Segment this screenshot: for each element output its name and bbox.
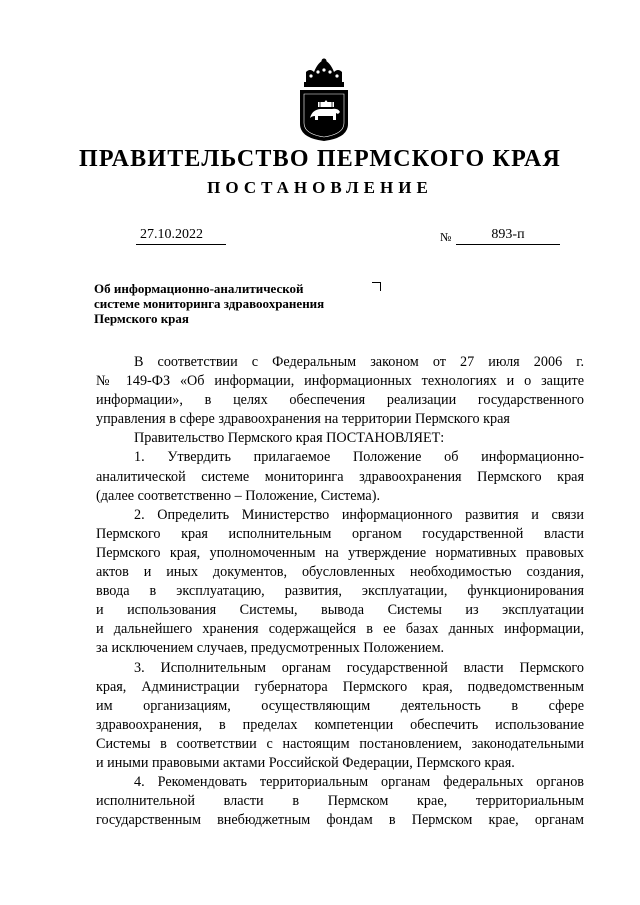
body-line: края, Администрации губернатора Пермского края, подведомственным [96, 678, 584, 695]
body-line: ввода в эксплуатацию, развития, эксплуатации, функционирования [96, 583, 584, 600]
body-line: информации», в целях обеспечения реализации государственного [96, 392, 584, 409]
body-line: им организациям, осуществляющим деятельность в сфере [96, 697, 584, 714]
body-line: Пермского края исполнительным органом государственной власти [96, 525, 584, 542]
document-body [96, 353, 584, 830]
subject-line: Об информационно-аналитической [94, 281, 304, 296]
body-line: государственным внебюджетным фондам в Пермском крае, органам [96, 812, 584, 829]
body-line: 1. Утвердить прилагаемое Положение об информационно- [134, 449, 584, 466]
body-line: В соответствии с Федеральным законом от 27 июля 2006 г. [134, 354, 584, 370]
body-line: и использования Системы, вывода Системы из эксплуатации [96, 602, 584, 619]
document-subject [94, 281, 384, 326]
document-number: 893-п [456, 226, 560, 245]
body-line: аналитической системе мониторинга здравоохранения Пермского края [96, 468, 584, 485]
subject-line: Пермского края [94, 311, 189, 326]
number-sign: № [440, 230, 452, 244]
subject-line: системе мониторинга здравоохранения [94, 296, 325, 311]
perm-krai-coat-of-arms-icon [296, 58, 352, 142]
government-title: ПРАВИТЕЛЬСТВО ПЕРМСКОГО КРАЯ [78, 146, 562, 172]
body-line: 3. Исполнительным органам государственной власти Пермского [134, 659, 584, 676]
body-line: Правительство Пермского края ПОСТАНОВЛЯЕТ: [134, 430, 445, 447]
body-line: и дальнейшего хранения содержащейся в ее базах данных информации, [96, 621, 584, 638]
body-line: за исключением случаев, предусмотренных Положением. [96, 640, 445, 657]
body-line: актов и иных документов, обусловленных необходимостью создания, [96, 564, 584, 581]
body-line: Пермского края, уполномоченным на утверждение нормативных правовых [96, 544, 584, 561]
body-line: управления в сфере здравоохранения на территории Пермского края [96, 411, 510, 428]
document-date: 27.10.2022 [136, 226, 226, 245]
subject-corner-mark [372, 282, 381, 291]
body-line: (далее соответственно – Положение, Система). [96, 487, 381, 504]
body-line: и иными правовыми актами Российской Федерации, Пермского края. [96, 754, 515, 771]
body-line: 4. Рекомендовать территориальным органам федеральных органов [134, 774, 584, 791]
body-line: Системы в соответствии с настоящим постановлением, законодательными [96, 735, 584, 752]
body-line: 2. Определить Министерство информационного развития и связи [134, 506, 584, 523]
body-line: № 149-ФЗ «Об информации, информационных технологиях и о защите [96, 373, 584, 390]
document-type: ПОСТАНОВЛЕНИЕ [207, 178, 433, 197]
body-line: исполнительной власти в Пермском крае, территориальным [96, 793, 584, 810]
body-line: здравоохранения, в пределах компетенции обеспечить использование [96, 716, 584, 733]
